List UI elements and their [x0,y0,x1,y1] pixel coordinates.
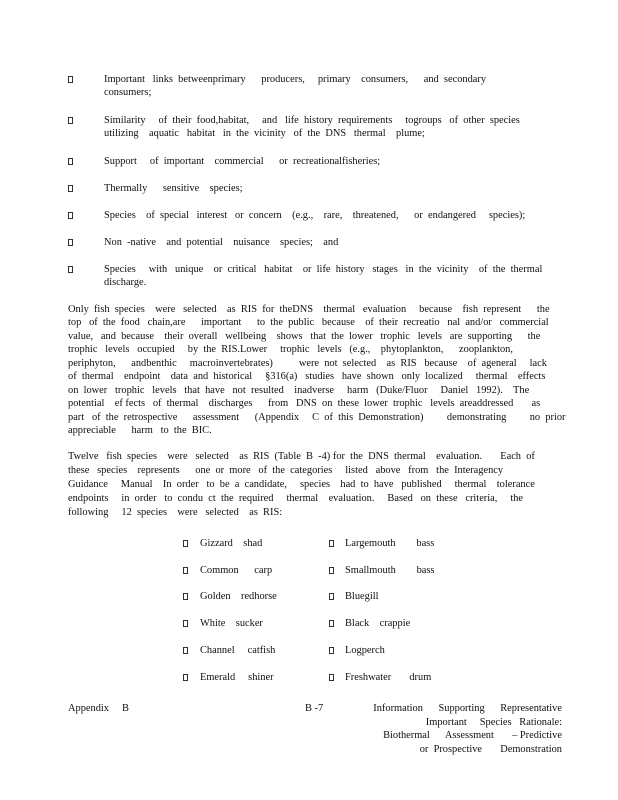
bullet-text: Non -native and potential nuisance species; and [104,237,339,248]
bullet-box-icon [329,674,334,681]
bullet-text: Thermally sensitive species; [104,183,243,194]
bullet-text: utilizing aquatic habitat in the vicinity of the DNS thermal plume; [104,128,425,139]
bullet-text: Species with unique or critical habitat or life history stages in the vicinity of the thermal [104,264,543,275]
bullet-text: discharge. [104,277,147,288]
footer-appendix: Appendix B [68,703,129,714]
species-item: Emerald shiner [200,672,274,683]
paragraph-line: value, and because their overall wellbeing shows that the lower trophic levels are supporting the [68,331,541,342]
paragraph-line: of thermal endpoint data and historical §316(a) studies have shown only localized thermal effects [68,371,546,382]
bullet-box-icon [183,540,188,547]
paragraph-line: potential ef fects of thermal discharges from DNS on these lower trophic levels areaddressed as [68,398,541,409]
bullet-box-icon [68,117,73,124]
bullet-box-icon [183,674,188,681]
paragraph-line: Twelve fish species were selected as RIS (Table B -4) for the DNS thermal evaluation. Each of [68,451,535,462]
bullet-box-icon [329,647,334,654]
footer-title-line: Important Species Rationale: [425,717,562,728]
species-item: Logperch [345,645,385,656]
bullet-text: Support of important commercial or recreationalfisheries; [104,156,381,167]
species-item: Largemouth bass [345,538,435,549]
bullet-text: Important links betweenprimary producers, primary consumers, and secondary [104,74,487,85]
bullet-box-icon [68,239,73,246]
bullet-box-icon [183,647,188,654]
bullet-text: Species of special interest or concern (e.g., rare, threatened, or endangered species); [104,210,526,221]
bullet-box-icon [183,593,188,600]
bullet-box-icon [68,76,73,83]
species-item: Channel catfish [200,645,276,656]
bullet-box-icon [329,593,334,600]
bullet-box-icon [68,185,73,192]
paragraph-line: top of the food chain,are important to the public because of their recreatio nal and/or commercial [68,317,549,328]
paragraph-line: Guidance Manual In order to be a candidate, species had to have published thermal tolerance [68,479,535,490]
bullet-box-icon [329,567,334,574]
footer-title-line: or Prospective Demonstration [419,744,562,755]
paragraph-line: Only fish species were selected as RIS for theDNS thermal evaluation because fish represent the [68,304,550,315]
bullet-text: consumers; [104,87,152,98]
paragraph-line: trophic levels occupied by the RIS.Lower trophic levels (e.g., phytoplankton, zooplankton, [68,344,513,355]
footer-page-number: B -7 [305,703,324,714]
species-item: White sucker [200,618,263,629]
species-item: Smallmouth bass [345,565,435,576]
species-item: Golden redhorse [200,591,277,602]
footer-title-line: Biothermal Assessment – Predictive [383,730,562,741]
bullet-box-icon [329,620,334,627]
footer-title-line: Information Supporting Representative [373,703,562,714]
bullet-box-icon [68,158,73,165]
paragraph-line: periphyton, andbenthic macroinvertebrates) were not selected as RIS because of ageneral lack [68,358,547,369]
species-item: Freshwater drum [345,672,432,683]
paragraph-line: on lower trophic levels that have not resulted inadverse harm (Duke/Fluor Daniel 1992). The [68,385,530,396]
bullet-box-icon [68,266,73,273]
paragraph-line: these species represents one or more of the categories listed above from the Interagency [68,465,504,476]
bullet-box-icon [183,567,188,574]
bullet-text: Similarity of their food,habitat, and life history requirements togroups of other species [104,115,520,126]
paragraph-line: following 12 species were selected as RIS: [68,507,283,518]
paragraph-line: appreciable harm to the BIC. [68,425,212,436]
paragraph-line: endpoints in order to condu ct the required thermal evaluation. Based on these criteria, the [68,493,524,504]
species-item: Gizzard shad [200,538,263,549]
species-item: Black crappie [345,618,411,629]
species-item: Bluegill [345,591,379,602]
paragraph-line: part of the retrospective assessment (Appendix C of this Demonstration) demonstrating no prior [68,412,566,423]
bullet-box-icon [68,212,73,219]
species-item: Common carp [200,565,273,576]
bullet-box-icon [183,620,188,627]
bullet-box-icon [329,540,334,547]
